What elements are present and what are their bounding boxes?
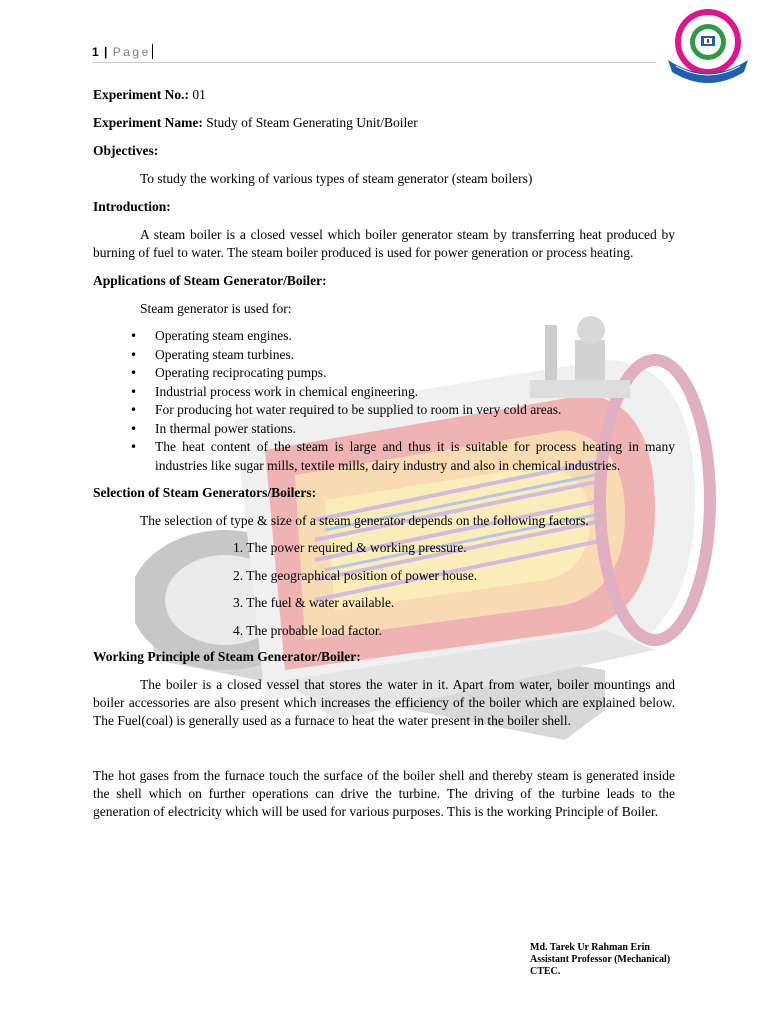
- applications-intro: Steam generator is used for:: [140, 301, 292, 316]
- applications-list: [93, 327, 675, 475]
- list-item: • Industrial process work in chemical engineering.: [93, 383, 675, 402]
- list-item: • Operating steam engines.: [93, 327, 675, 346]
- selection-intro: The selection of type & size of a steam generator depends on the following factors.: [140, 513, 589, 528]
- list-item: • Operating reciprocating pumps.: [93, 364, 675, 383]
- experiment-number-label: Experiment No.:: [93, 87, 189, 102]
- author-signature-block: [530, 942, 670, 978]
- applications-heading: Applications of Steam Generator/Boiler:: [93, 273, 327, 288]
- objectives-heading: Objectives:: [93, 143, 159, 158]
- header-separator: |: [104, 45, 108, 59]
- experiment-name-value: Study of Steam Generating Unit/Boiler: [206, 115, 418, 130]
- page-header: [92, 44, 656, 63]
- page-label: Page: [112, 45, 151, 59]
- author-name: Md. Tarek Ur Rahman Erin: [530, 942, 650, 953]
- author-title: Assistant Professor (Mechanical): [530, 954, 671, 965]
- list-item: • The heat content of the steam is large and thus it is suitable for process heating in many industries like sugar mills, textile mills, dairy industry and also in chemical industries.: [93, 438, 675, 475]
- introduction-heading: Introduction:: [93, 199, 171, 214]
- experiment-number-line: [93, 86, 675, 104]
- objectives-text: To study the working of various types of steam generator (steam boilers): [140, 171, 533, 186]
- list-item: 4. The probable load factor.: [233, 622, 382, 638]
- document-body: [93, 86, 675, 821]
- list-item: • For producing hot water required to be supplied to room in very cold areas.: [93, 401, 675, 420]
- list-item: 1. The power required & working pressure.: [233, 540, 467, 555]
- selection-heading: Selection of Steam Generators/Boilers:: [93, 485, 317, 500]
- selection-factors-list: [93, 539, 675, 640]
- list-item: • Operating steam turbines.: [93, 346, 675, 365]
- page-number: 1: [92, 45, 99, 59]
- list-item: 2. The geographical position of power house.: [233, 567, 478, 583]
- list-item: 3. The fuel & water available.: [233, 595, 395, 610]
- working-heading: Working Principle of Steam Generator/Boiler:: [93, 649, 361, 664]
- experiment-number-value: 01: [192, 87, 206, 102]
- university-seal-icon: [662, 8, 754, 84]
- experiment-name-line: [93, 114, 675, 132]
- experiment-name-label: Experiment Name:: [93, 115, 203, 130]
- working-paragraph-2: The hot gases from the furnace touch the surface of the boiler shell and thereby steam is generated inside the shell which on further operations can drive the turbine. The driving of the turbine leads to the generation of electricity which will be used for various purposes. This is the working Principle of Boiler.: [93, 768, 675, 819]
- text-caret: [152, 44, 153, 59]
- author-organization: CTEC.: [530, 966, 561, 977]
- list-item: • In thermal power stations.: [93, 420, 675, 439]
- working-paragraph-1: The boiler is a closed vessel that stores the water in it. Apart from water, boiler mountings and boiler accessories are also present which increases the efficiency of the boiler which are explained below. The Fuel(coal) is generally used as a furnace to heat the water present in the boiler shell.: [93, 677, 675, 728]
- introduction-text: A steam boiler is a closed vessel which boiler generator steam by transferring heat produced by burning of fuel to water. The steam boiler produced is used for power generation or process heating.: [93, 227, 675, 260]
